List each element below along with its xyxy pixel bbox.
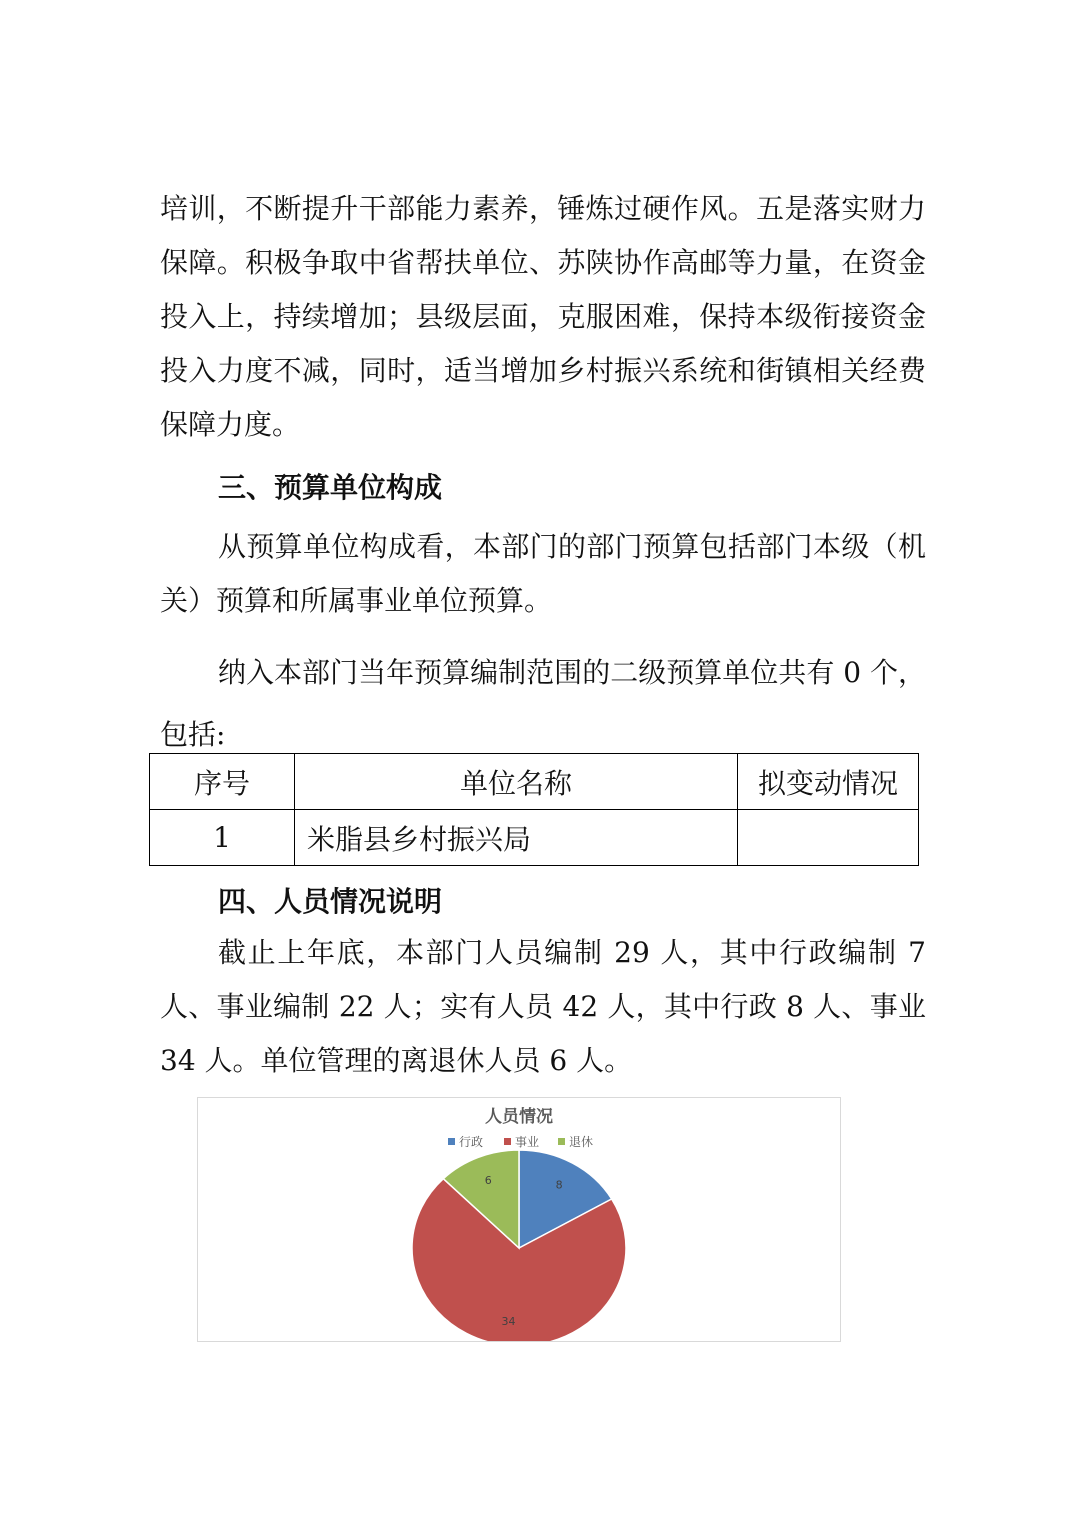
staff-pie-chart [197,1097,841,1342]
paragraph-budget-composition: 从预算单位构成看，本部门的部门预算包括部门本级（机关）预算和所属事业单位预算。 [160,530,926,617]
paragraph-staff-info: 截止上年底，本部门人员编制 29 人，其中行政编制 7 人、事业编制 22 人；实有人员 42 人，其中行政 8 人、事业 34 人。单位管理的离退休人员 6 人。 [160,936,926,1077]
heading-staff: 四、人员情况说明 [218,885,443,918]
legend-swatch-2 [558,1138,565,1145]
paragraph-financial-support: 培训，不断提升干部能力素养，锤炼过硬作风。五是落实财力保障。积极争取中省帮扶单位、苏陕协作高邮等力量，在资金投入上，持续增加；县级层面，克服困难，保持本级衔接资金投入力度不减，同时，适当增加乡村振兴系统和街镇相关经费保障力度。 [160,192,926,441]
budget-units-table [149,753,919,866]
legend-swatch-0 [448,1138,455,1145]
pie-chart-svg [198,1098,840,1341]
legend-label-1: 事业 [515,1135,540,1149]
chart-title: 人员情况 [485,1107,553,1127]
data-label-2: 6 [484,1174,492,1188]
table-cell-index: 1 [150,810,295,866]
paragraph-secondary-units: 纳入本部门当年预算编制范围的二级预算单位共有 0 个，包括: [160,656,926,751]
legend-label-0: 行政 [459,1135,484,1149]
heading-budget-units: 三、预算单位构成 [218,471,443,504]
table-row [150,810,919,866]
legend-swatch-1 [504,1138,511,1145]
data-label-0: 8 [555,1178,563,1192]
table-header-unit-name: 单位名称 [295,754,738,810]
table-header-change: 拟变动情况 [738,754,919,810]
data-label-1: 34 [501,1314,516,1328]
legend-label-2: 退休 [569,1135,594,1149]
table-cell-change [738,810,919,866]
table-header-row [150,754,919,810]
table-cell-unit-name: 米脂县乡村振兴局 [295,810,738,866]
table-header-index: 序号 [150,754,295,810]
